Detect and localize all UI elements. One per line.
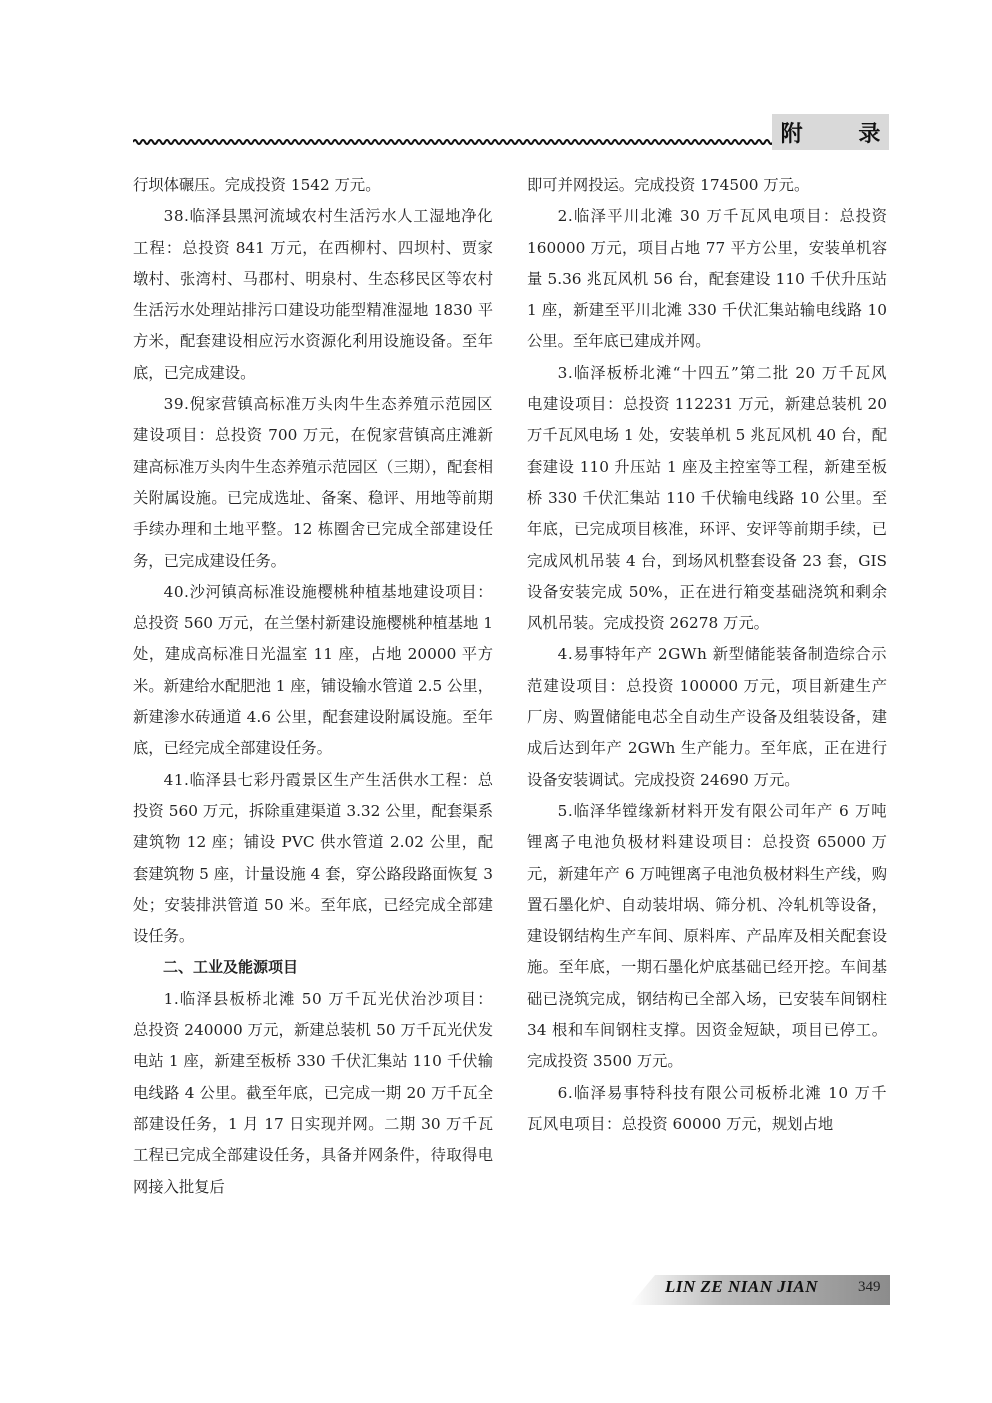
- page-number: 349: [858, 1279, 881, 1295]
- paragraph-continuation: 行坝体碾压。完成投资 1542 万元。: [133, 176, 381, 194]
- project-entry-5: 5.临泽华镗缘新材料开发有限公司年产 6 万吨锂离子电池负极材料建设项目：总投资 65000 万元，新建年产 6 万吨锂离子电池负极材料生产线，购置石墨化炉、自动装坩埚、筛分机、冷轧机等设备，建设钢结构生产车间、原料库、产品库及相关配套设施。至年底，一期石墨化炉底基础已经开挖。车间基础已浇筑完成，钢结构已全部入场，已安装车间钢柱 34 根和车间钢柱支撑。因资金短缺，项目已停工。完成投资 3500 万元。: [527, 801, 887, 1071]
- header-section-tab: [772, 114, 905, 150]
- project-entry-1: 1.临泽县板桥北滩 50 万千瓦光伏治沙项目：总投资 240000 万元，新建总装机 50 万千瓦光伏发电站 1 座，新建至板桥 330 千伏汇集站 110 千伏输电线路 4 公里。截至年底，已完成一期 20 万千瓦全部建设任务，1 月 17 日实现并网。二期 30 万千瓦工程已完成全部建设任务，具备并网条件，待取得电网接入批复后: [133, 989, 493, 1196]
- footer-journal-name: LIN ZE NIAN JIAN: [665, 1277, 818, 1296]
- project-entry-40: 40.沙河镇高标准设施樱桃种植基地建设项目：总投资 560 万元，在兰堡村新建设施樱桃种植基地 1 处，建成高标准日光温室 11 座，占地 20000 平方米。新建给水配肥池 1 座，铺设输水管道 2.5 公里，新建渗水砖通道 4.6 公里，配套建设附属设施。至年底，已经完成全部建设任务。: [133, 582, 493, 758]
- project-entry-4: 4.易事特年产 2GWh 新型储能装备制造综合示范建设项目：总投资 100000 万元，项目新建生产厂房、购置储能电芯全自动生产设备及组装设备，建成后达到年产 2GWh 生产能力。至年底，正在进行设备安装调试。完成投资 24690 万元。: [527, 645, 887, 789]
- left-column: [133, 170, 493, 1203]
- project-entry-3: 3.临泽板桥北滩“十四五”第二批 20 万千瓦风电建设项目：总投资 112231 万元，新建总装机 20 万千瓦风电场 1 处，安装单机 5 兆瓦风机 40 台，配套建设 110 升压站 1 座及主控室等工程，新建至板桥 330 千伏汇集站 110 千伏输电线路 10 公里。至年底，已完成项目核准，环评、安评等前期手续，已完成风机吊装 4 台，到场风机整套设备 23 套，GIS 设备安装完成 50%，正在进行箱变基础浇筑和剩余风机吊装。完成投资 26278 万元。: [527, 363, 887, 633]
- right-column: [527, 170, 887, 1140]
- header-section-label: 附 录: [780, 121, 905, 147]
- project-entry-2: 2.临泽平川北滩 30 万千瓦风电项目：总投资 160000 万元，项目占地 77 平方公里，安装单机容量 5.36 兆瓦风机 56 台，配套建设 110 千伏升压站 1 座，新建至平川北滩 330 千伏汇集站输电线路 10 公里。至年底已建成并网。: [527, 207, 887, 351]
- project-entry-6: 6.临泽易事特科技有限公司板桥北滩 10 万千瓦风电项目：总投资 60000 万元，规划占地: [527, 1083, 887, 1133]
- project-entry-41: 41.临泽县七彩丹霞景区生产生活供水工程：总投资 560 万元，拆除重建渠道 3.32 公里，配套渠系建筑物 12 座；铺设 PVC 供水管道 2.02 公里，配套建筑物 5 座，计量设施 4 套，穿公路段路面恢复 3 处；安装排洪管道 50 米。至年底，已经完成全部建设任务。: [133, 770, 493, 946]
- paragraph-continuation: 即可并网投运。完成投资 174500 万元。: [527, 176, 810, 194]
- header-wavy-rule: [133, 137, 773, 147]
- project-entry-38: 38.临泽县黑河流域农村生活污水人工湿地净化工程：总投资 841 万元，在西柳村、四坝村、贾家墩村、张湾村、马郡村、明泉村、生态移民区等农村生活污水处理站排污口建设功能型精准湿地 1830 平方米，配套建设相应污水资源化利用设施设备。至年底，已完成建设。: [133, 207, 493, 382]
- section-heading: 二、工业及能源项目: [163, 958, 299, 977]
- project-entry-39: 39.倪家营镇高标准万头肉牛生态养殖示范园区建设项目：总投资 700 万元，在倪家营镇高庄滩新建高标准万头肉牛生态养殖示范园区（三期），配套相关附属设施。已完成选址、备案、稳评、用地等前期手续办理和土地平整。12 栋圈舍已完成全部建设任务，已完成建设任务。: [133, 395, 493, 570]
